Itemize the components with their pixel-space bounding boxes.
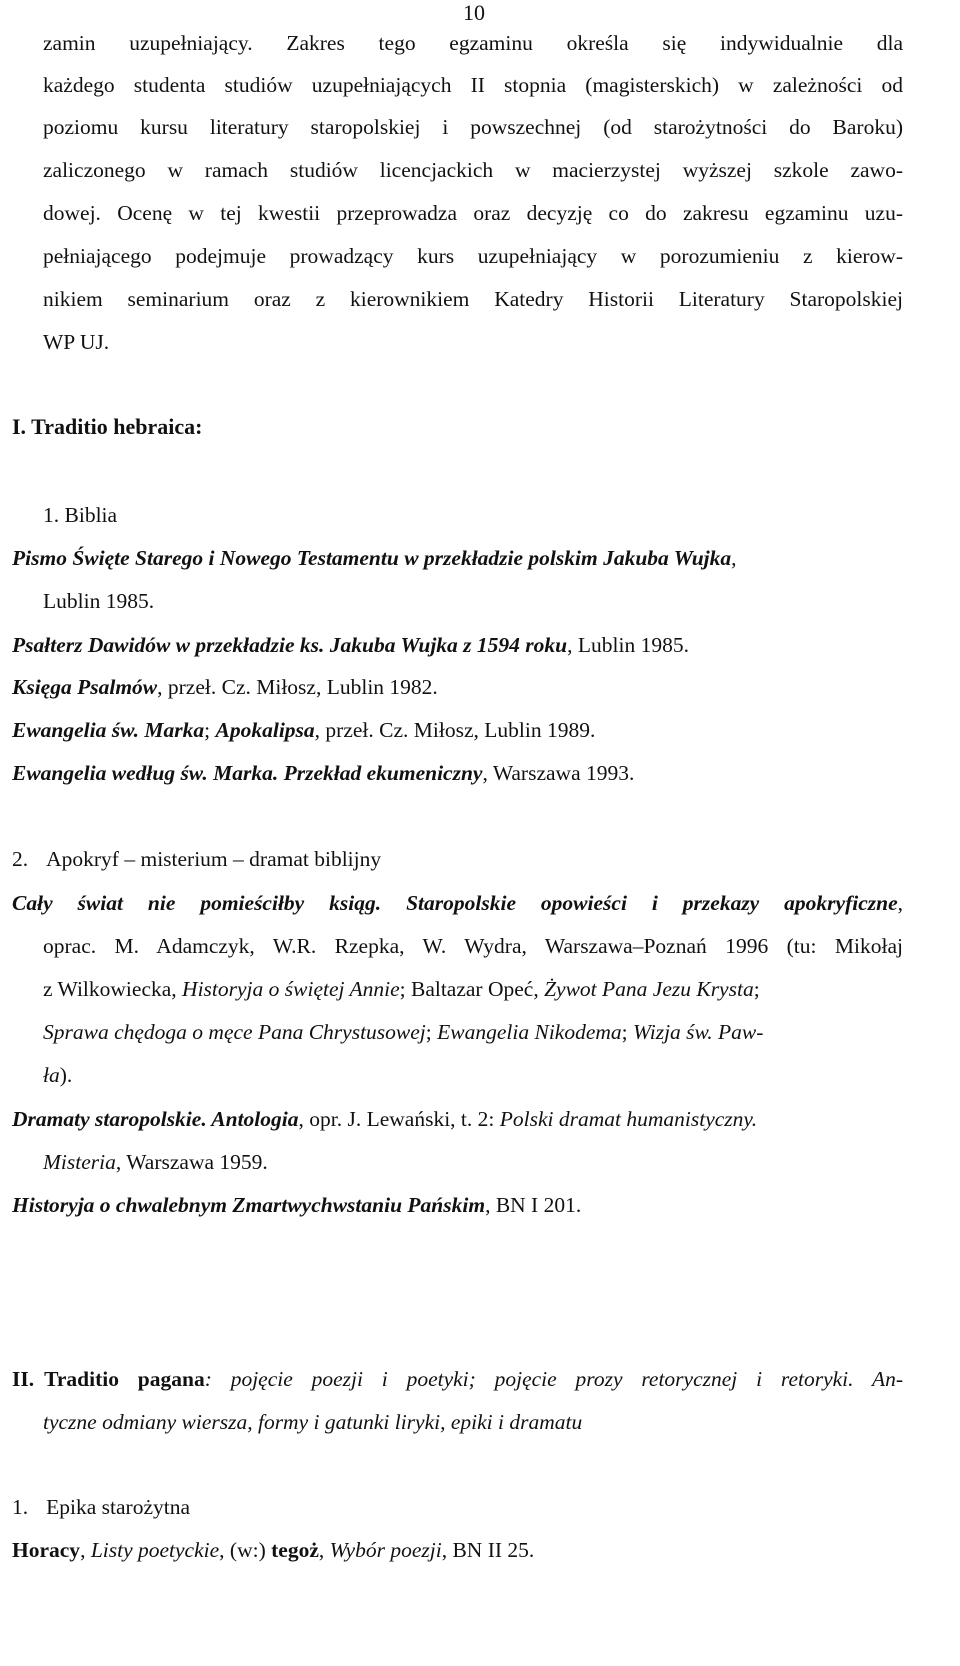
subsection-biblia: 1. Biblia (43, 503, 118, 527)
bib-text: , opr. J. Lewański, t. 2: (298, 1107, 500, 1131)
bib-entry-dramaty (12, 1106, 757, 1132)
bib-title: Apokalipsa (215, 718, 315, 742)
bib-title: Ewangelia według św. Marka. Przekład ekumeniczny (12, 761, 483, 785)
section-num: II. (12, 1367, 35, 1391)
bib-entry-cont (43, 1019, 763, 1045)
bib-rest: , Lublin 1985. (567, 633, 689, 657)
bib-text: , (80, 1538, 91, 1562)
bib-text: , (318, 1538, 330, 1562)
bib-entry-ewangelia-marka (12, 717, 595, 743)
bib-text: ). (59, 1063, 73, 1087)
section-desc: : pojęcie poezji i poetyki; pojęcie prozy retorycznej i retoryki. An- (204, 1367, 903, 1391)
bib-title: Żywot Pana Jezu Krysta (544, 977, 754, 1001)
author: tegoż (271, 1538, 319, 1562)
bib-text: ; (753, 977, 760, 1001)
bib-title: Listy poetyckie (90, 1538, 220, 1562)
subsection-epika (12, 1494, 190, 1520)
intro-line: nikiem seminarium oraz z kierownikiem Katedry Historii Literatury Staropolskiej (43, 287, 903, 311)
sub-text: Apokryf – misterium – dramat biblijny (46, 847, 382, 871)
bib-title: Pismo Święte Starego i Nowego Testamentu w przekładzie polskim Jakuba Wujka (12, 546, 732, 570)
intro-line: zamin uzupełniający. Zakres tego egzaminu określa się indywidualnie dla (43, 31, 903, 55)
intro-line: każdego studenta studiów uzupełniających II stopnia (magisterskich) w zależności od (43, 73, 903, 97)
bib-entry-horacy (12, 1537, 534, 1563)
intro-line: WP UJ. (43, 330, 110, 354)
bib-text: ; (621, 1020, 634, 1044)
bib-text: , Warszawa 1959. (115, 1150, 268, 1174)
intro-line: pełniającego podejmuje prowadzący kurs uzupełniający w porozumieniu z kierow- (43, 244, 903, 268)
bib-title: Księga Psalmów (12, 675, 158, 699)
bib-title: Historyja o świętej Annie (182, 977, 400, 1001)
bib-rest: , przeł. Cz. Miłosz, Lublin 1982. (157, 675, 438, 699)
bib-entry-ekumeniczny (12, 760, 634, 786)
bib-title: Ewangelia św. Marka (12, 718, 205, 742)
bib-title: Polski dramat humanistyczny. (499, 1107, 758, 1131)
bib-entry-cont (43, 1149, 268, 1175)
intro-line: zaliczonego w ramach studiów licencjackich w macierzystej wyższej szkole zawo- (43, 158, 903, 182)
subsection-apokryf (12, 846, 381, 872)
bib-title: Dramaty staropolskie. Antologia (12, 1107, 299, 1131)
bib-entry-psalterz (12, 632, 689, 658)
section-heading-hebraica: I. Traditio hebraica: (12, 414, 203, 439)
bib-title: Cały świat nie pomieściłby ksiąg. Staropolskie opowieści i przekazy apokryficzne (12, 891, 898, 915)
bib-title: Historyja o chwalebnym Zmartwychwstaniu Pańskim (12, 1193, 486, 1217)
intro-line: poziomu kursu literatury staropolskiej i powszechnej (od starożytności do Baroku) (43, 115, 903, 139)
bib-title: Ewangelia Nikodema (437, 1020, 622, 1044)
bib-title: Sprawa chędoga o męce Pana Chrystusowej (43, 1020, 426, 1044)
section-desc-cont: tyczne odmiany wiersza, formy i gatunki liryki, epiki i dramatu (43, 1410, 583, 1434)
page-number: 10 (463, 0, 485, 25)
bib-rest: , Warszawa 1993. (482, 761, 635, 785)
bib-rest: , przeł. Cz. Miłosz, Lublin 1989. (314, 718, 596, 742)
bib-text: ; Baltazar Opeć, (399, 977, 545, 1001)
bib-text: , (w:) (219, 1538, 272, 1562)
intro-line: dowej. Ocenę w tej kwestii przeprowadza oraz decyzję co do zakresu egzaminu uzu- (43, 201, 903, 225)
bib-title: Psałterz Dawidów w przekładzie ks. Jakuba Wujka z 1594 roku (12, 633, 568, 657)
bib-text: ; (425, 1020, 438, 1044)
bib-entry-cont: oprac. M. Adamczyk, W.R. Rzepka, W. Wydra, Warszawa–Poznań 1996 (tu: Mikołaj (43, 934, 903, 958)
bib-entry-pismo-cont: Lublin 1985. (43, 589, 155, 613)
sub-num: 2. (12, 847, 29, 871)
bib-text: z Wilkowiecka, (43, 977, 183, 1001)
bib-rest: , BN I 201. (485, 1193, 582, 1217)
section-title: Traditio pagana (44, 1367, 205, 1391)
author: Horacy (12, 1538, 81, 1562)
bib-text: , BN II 25. (441, 1538, 535, 1562)
bib-entry-caly-swiat (12, 890, 903, 916)
bib-entry-historyja (12, 1192, 581, 1218)
bib-entry-cont (43, 976, 760, 1002)
bib-entry-cont (43, 1062, 72, 1088)
bib-entry-psalmow (12, 674, 438, 700)
bib-title: Wybór poezji (329, 1538, 442, 1562)
section-heading-pagana (12, 1366, 903, 1392)
bib-rest: , (897, 891, 903, 915)
bib-title: Misteria (43, 1150, 116, 1174)
bib-title: ła (43, 1063, 60, 1087)
sub-text: Epika starożytna (46, 1495, 191, 1519)
bib-rest: , (731, 546, 737, 570)
bib-sep: ; (204, 718, 216, 742)
bib-entry-pismo (12, 545, 737, 571)
sub-num: 1. (12, 1495, 29, 1519)
bib-title: Wizja św. Paw- (633, 1020, 764, 1044)
